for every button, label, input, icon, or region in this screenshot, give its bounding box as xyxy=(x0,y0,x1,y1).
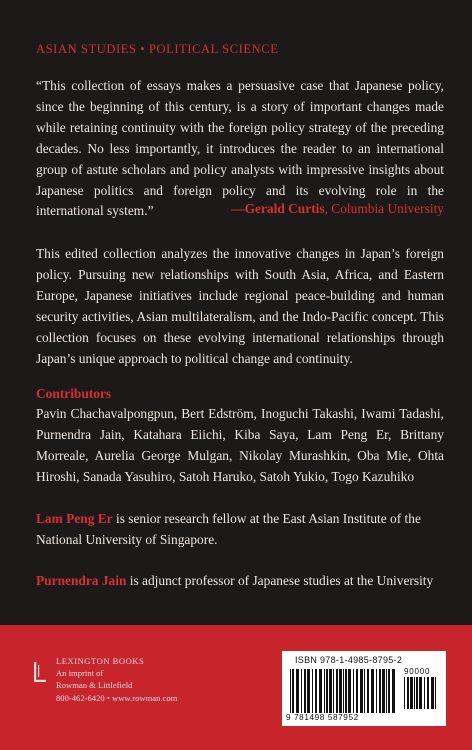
barcode-bar xyxy=(353,669,354,713)
editor-bio-lam xyxy=(36,509,444,551)
publisher-contact: 800-462-6420 • www.rowman.com xyxy=(56,692,178,703)
barcode-bar xyxy=(345,669,347,713)
barcode-bar xyxy=(376,669,377,713)
barcode-bar xyxy=(379,669,381,713)
book-description: This edited collection analyzes the innovative changes in Japan’s foreign policy. Pursuing new relationships with South Asia, Africa, and Eastern Europe, Japanese initiatives include regional peace-building and human security activities, Asian multilateralism, and the Indo-Pacific concept. This collection focuses on these evolving international relationships through Japan’s unique approach to political change and continuity. xyxy=(36,246,444,366)
category-label: ASIAN STUDIES • POLITICAL SCIENCE xyxy=(36,42,279,56)
quote-attribution xyxy=(231,201,444,217)
barcode-bar xyxy=(431,677,434,709)
barcode-bar xyxy=(367,669,369,713)
endorsement-quote: “This collection of essays makes a persuasive case that Japanese policy, since the beginning of this century, is a story of important changes made while retaining continuity with the foreign policy strategy of the preceding decades. No less importantly, it introduces the reader to an international group of astute scholars and policy analysts with impressive insights about Japanese politics and foreign policy and its evolving role in the international system.” xyxy=(36,78,444,219)
barcode-bar xyxy=(304,669,306,713)
editor-bio-text: is adjunct professor of Japanese studies at the University xyxy=(129,573,434,588)
isbn-barcode xyxy=(282,651,446,726)
barcode-bar xyxy=(371,669,374,713)
barcode-bar xyxy=(386,669,387,713)
barcode-digits: 9 781498 587952 xyxy=(286,713,359,722)
lexington-logo-icon xyxy=(34,662,50,682)
barcode-bar xyxy=(296,669,299,713)
barcode-bar xyxy=(343,669,344,713)
barcode-addon-bars xyxy=(402,669,440,709)
barcode-bar xyxy=(364,669,365,713)
barcode-bar xyxy=(392,669,395,713)
barcode-bar xyxy=(336,669,338,713)
editor-name: Purnendra Jain xyxy=(36,573,127,588)
barcode-bar xyxy=(414,677,415,709)
barcode-bar xyxy=(339,669,342,713)
endorser-affiliation: , Columbia University xyxy=(324,201,444,216)
barcode-bar xyxy=(360,669,363,713)
editor-name: Lam Peng Er xyxy=(36,511,113,526)
barcode-bar xyxy=(348,669,351,713)
endorser-name: —Gerald Curtis xyxy=(231,201,325,216)
barcode-bar xyxy=(292,669,294,713)
isbn-text: ISBN 978-1-4985-8795-2 xyxy=(295,655,403,665)
barcode-bar xyxy=(319,669,322,713)
barcode-bar xyxy=(307,669,310,713)
publisher-name: LEXINGTON BOOKS xyxy=(56,656,145,666)
barcode-bar xyxy=(333,669,334,713)
band-divider xyxy=(0,595,472,625)
publisher-info xyxy=(56,655,177,704)
barcode-bar xyxy=(329,669,332,713)
barcode-bars xyxy=(288,669,396,713)
barcode-bar xyxy=(388,669,390,713)
barcode-bar xyxy=(427,677,429,709)
barcode-bar xyxy=(326,669,328,713)
publisher-line: An imprint of xyxy=(56,668,104,679)
barcode-bar xyxy=(324,669,325,713)
barcode-bar xyxy=(407,677,409,709)
barcode-bar xyxy=(404,677,405,709)
barcode-addon-digits: 90000 xyxy=(404,667,431,676)
barcode-bar xyxy=(382,669,385,713)
editor-bio-text: is senior research fellow at the East Asian Institute of the National University of Singapore. xyxy=(36,511,421,547)
publisher-line: Rowman & Littlefield xyxy=(56,680,133,691)
barcode-bar xyxy=(424,677,425,709)
barcode-bar xyxy=(312,669,313,713)
barcode-bar xyxy=(301,669,302,713)
barcode-bar xyxy=(410,677,413,709)
barcode-bar xyxy=(315,669,317,713)
barcode-bar xyxy=(356,669,358,713)
contributors-list: Pavin Chachavalpongpun, Bert Edström, Inoguchi Takashi, Iwami Tadashi, Purnendra Jain, Katahara Eiichi, Kiba Saya, Lam Peng Er, Brittany Morreale, Aurelia George Mulgan, Nikolay Murashkin, Oba Mie, Ohta Hiroshi, Sanada Yasuhiro, Satoh Haruko, Satoh Yukio, Togo Kazuhiko xyxy=(36,406,444,484)
contributors-heading: Contributors xyxy=(36,386,112,401)
barcode-bar xyxy=(290,669,291,713)
barcode-bar xyxy=(416,677,418,709)
barcode-bar xyxy=(419,677,422,709)
barcode-bar xyxy=(435,677,436,709)
